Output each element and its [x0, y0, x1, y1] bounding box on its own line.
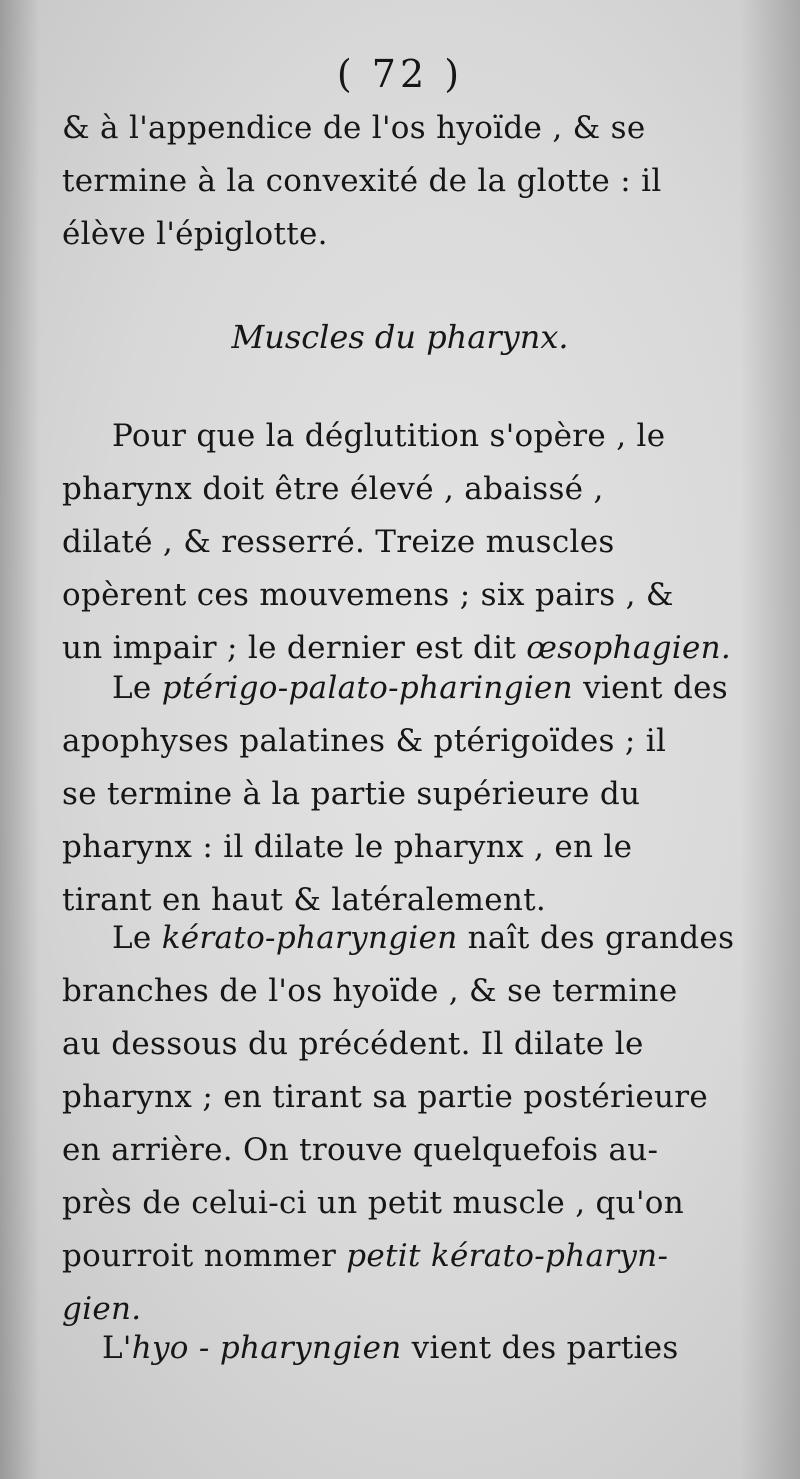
- text-span: un impair ; le dernier est dit: [62, 630, 517, 666]
- text-line: branches de l'os hyoïde , & se termine: [62, 973, 678, 1009]
- text-span: vient des parties: [411, 1330, 679, 1366]
- text-span: naît des grandes: [467, 920, 735, 956]
- text-line: termine à la convexité de la glotte : il: [62, 163, 662, 199]
- text-line: gien.: [62, 1291, 142, 1327]
- page-number: ( 72 ): [336, 52, 464, 96]
- text-span: Le: [112, 920, 152, 956]
- italic-term: kérato-pharyngien: [161, 920, 458, 956]
- text-line: [112, 670, 728, 706]
- italic-term: œsophagien.: [526, 630, 732, 666]
- italic-term: hyo - pharyngien: [131, 1330, 402, 1366]
- text-line: au dessous du précédent. Il dilate le: [62, 1026, 644, 1062]
- text-line: [112, 920, 734, 956]
- text-line: pharynx doit être élevé , abaissé ,: [62, 471, 604, 507]
- text-line: près de celui-ci un petit muscle , qu'on: [62, 1185, 684, 1221]
- text-line: tirant en haut & latéralement.: [62, 882, 547, 918]
- text-line: [62, 1238, 668, 1274]
- right-margin-shadow: [740, 0, 800, 1479]
- text-line: pharynx ; en tirant sa partie postérieure: [62, 1079, 709, 1115]
- text-span: pourroit nommer: [62, 1238, 337, 1274]
- text-line: apophyses palatines & ptérigoïdes ; il: [62, 723, 667, 759]
- text-line: Pour que la déglutition s'opère , le: [112, 418, 666, 454]
- text-line: & à l'appendice de l'os hyoïde , & se: [62, 110, 646, 146]
- text-span: Le: [112, 670, 152, 706]
- text-span: vient des: [583, 670, 728, 706]
- text-line: opèrent ces mouvemens ; six pairs , &: [62, 577, 674, 613]
- section-heading: Muscles du pharynx.: [231, 318, 569, 356]
- text-line: [62, 630, 731, 666]
- text-line: en arrière. On trouve quelquefois au-: [62, 1132, 659, 1168]
- italic-term: petit kérato-pharyn-: [346, 1238, 669, 1274]
- text-line: pharynx : il dilate le pharynx , en le: [62, 829, 633, 865]
- text-line: élève l'épiglotte.: [62, 216, 328, 252]
- italic-term: ptérigo-palato-pharingien: [161, 670, 573, 706]
- text-line: se termine à la partie supérieure du: [62, 776, 641, 812]
- text-line: dilaté , & resserré. Treize muscles: [62, 524, 615, 560]
- left-margin-shadow: [0, 0, 40, 1479]
- text-span: L': [102, 1330, 132, 1366]
- text-line: [102, 1330, 679, 1366]
